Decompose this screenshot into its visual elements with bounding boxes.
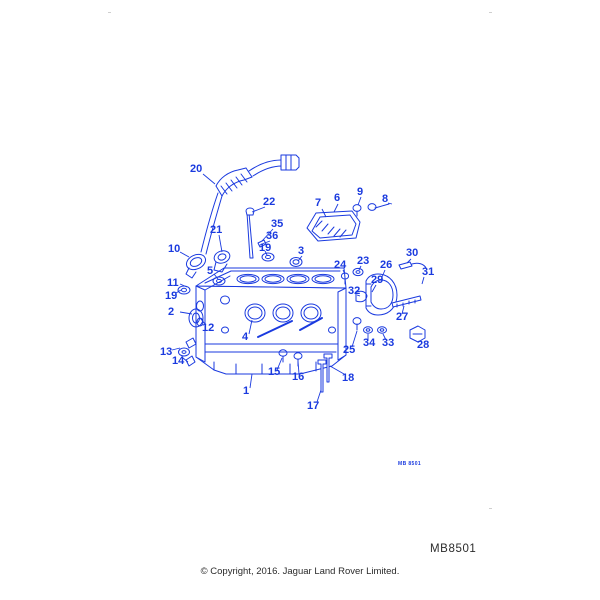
callout-36: 36 bbox=[266, 230, 279, 242]
figure-small-code: MB 8501 bbox=[398, 461, 422, 467]
callout-17: 17 bbox=[307, 400, 320, 412]
callout-32: 32 bbox=[348, 285, 361, 297]
callout-20: 20 bbox=[190, 163, 203, 175]
callout-31: 31 bbox=[422, 266, 435, 278]
callout-29: 29 bbox=[371, 274, 384, 286]
callout-24: 24 bbox=[334, 259, 347, 271]
callout-34: 34 bbox=[363, 337, 376, 349]
callout-18: 18 bbox=[342, 372, 355, 384]
callout-11: 11 bbox=[167, 277, 179, 289]
callout-35: 35 bbox=[271, 218, 284, 230]
callout-16: 16 bbox=[292, 371, 305, 383]
callout-13: 13 bbox=[160, 346, 173, 358]
figure-code: MB8501 bbox=[430, 543, 477, 555]
callout-7: 7 bbox=[315, 197, 322, 209]
callout-19-top: 19 bbox=[259, 242, 272, 254]
callout-3: 3 bbox=[298, 245, 305, 257]
callout-26: 26 bbox=[380, 259, 393, 271]
callout-22: 22 bbox=[263, 196, 276, 208]
callout-21: 21 bbox=[210, 224, 223, 236]
callout-25: 25 bbox=[343, 344, 356, 356]
callout-10: 10 bbox=[168, 243, 181, 255]
callout-23: 23 bbox=[357, 255, 370, 267]
callout-4: 4 bbox=[242, 331, 249, 343]
callout-33: 33 bbox=[382, 337, 395, 349]
callout-30: 30 bbox=[406, 247, 419, 259]
callout-8: 8 bbox=[382, 193, 389, 205]
callout-5: 5 bbox=[207, 265, 214, 277]
callout-14: 14 bbox=[172, 355, 185, 367]
callout-2: 2 bbox=[168, 306, 175, 318]
callout-15: 15 bbox=[268, 366, 281, 378]
callout-19-left: 19 bbox=[165, 290, 178, 302]
callout-12: 12 bbox=[202, 322, 215, 334]
callout-27: 27 bbox=[396, 311, 409, 323]
callout-28: 28 bbox=[417, 339, 430, 351]
callout-6: 6 bbox=[334, 192, 341, 204]
copyright-notice: © Copyright, 2016. Jaguar Land Rover Limited. bbox=[200, 566, 400, 577]
callout-9: 9 bbox=[357, 186, 364, 198]
callout-1: 1 bbox=[243, 385, 250, 397]
